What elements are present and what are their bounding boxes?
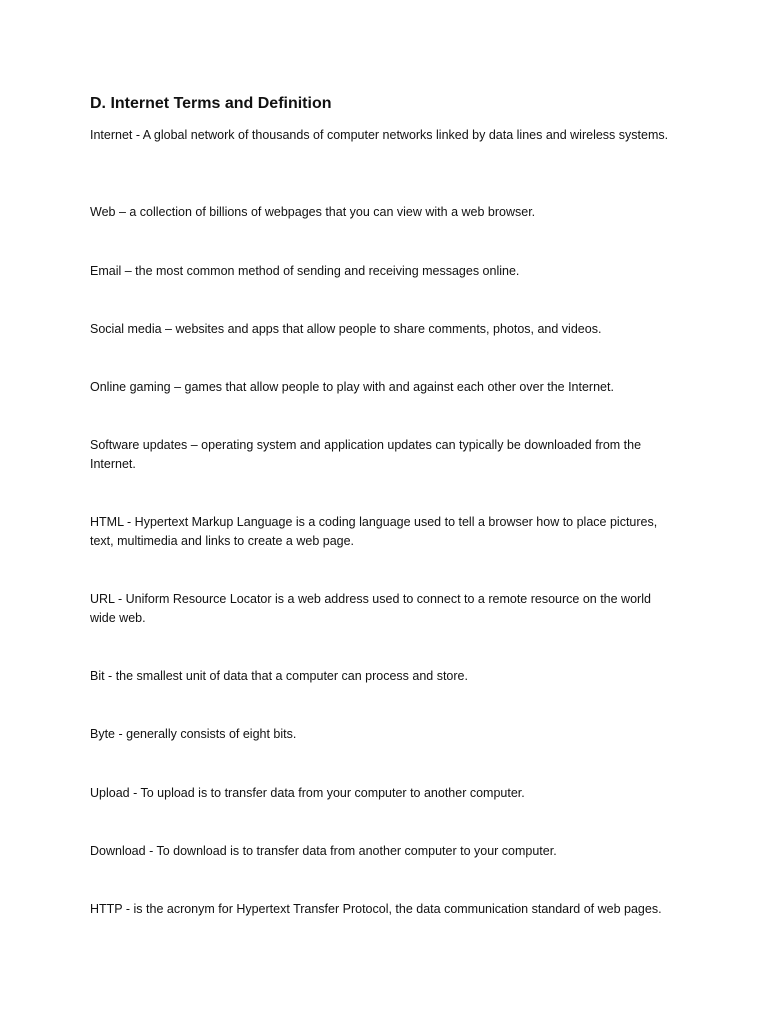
term-bit: Bit - the smallest unit of data that a computer can process and store.	[90, 669, 468, 683]
term-download: Download - To download is to transfer data from another computer to your computer.	[90, 844, 557, 858]
section-heading: D. Internet Terms and Definition	[90, 95, 332, 112]
term-url: URL - Uniform Resource Locator is a web address used to connect to a remote resource on the world wide web.	[90, 592, 651, 625]
term-html: HTML - Hypertext Markup Language is a coding language used to tell a browser how to place pictures, text, multimedia and links to create a web page.	[90, 515, 658, 548]
term-upload: Upload - To upload is to transfer data from your computer to another computer.	[90, 786, 525, 800]
term-online-gaming: Online gaming – games that allow people to play with and against each other over the Internet.	[90, 380, 614, 394]
term-http: HTTP - is the acronym for Hypertext Transfer Protocol, the data communication standard of web pages.	[90, 902, 662, 916]
term-email: Email – the most common method of sending and receiving messages online.	[90, 264, 520, 278]
term-social-media: Social media – websites and apps that allow people to share comments, photos, and videos.	[90, 322, 602, 336]
term-software-updates: Software updates – operating system and application updates can typically be downloaded from the Internet.	[90, 438, 642, 471]
term-internet: Internet - A global network of thousands of computer networks linked by data lines and wireless systems.	[90, 128, 669, 142]
term-byte: Byte - generally consists of eight bits.	[90, 727, 297, 741]
term-web: Web – a collection of billions of webpages that you can view with a web browser.	[90, 205, 536, 219]
